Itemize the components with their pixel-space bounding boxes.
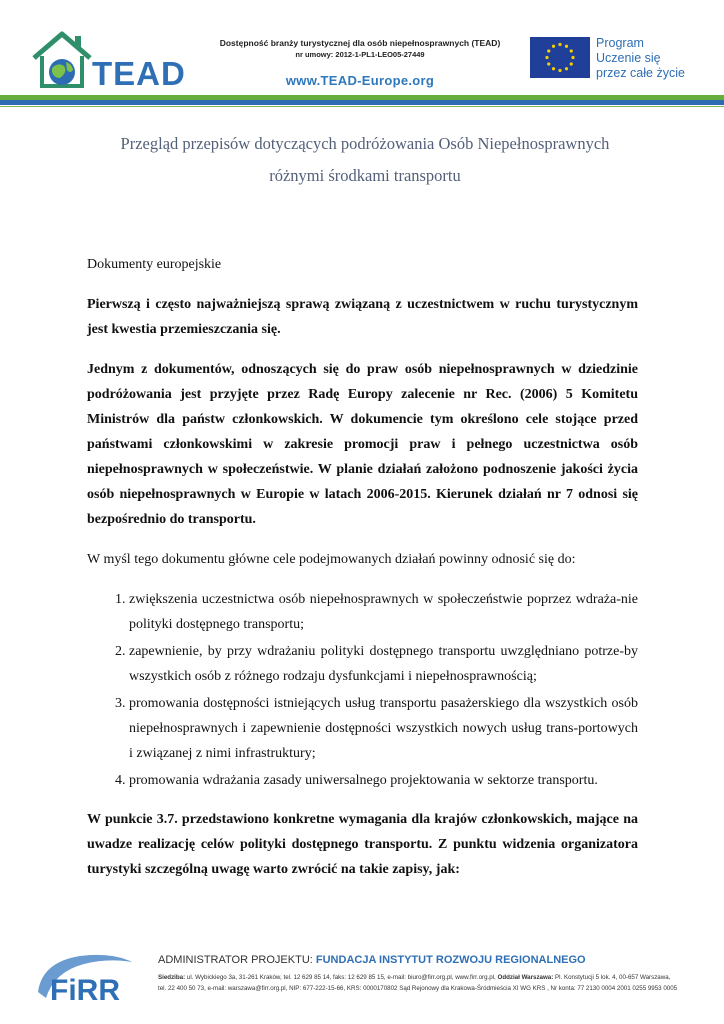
seat-text: ul. Wybickiego 3a, 31-261 Kraków, tel. 12 629 85 14, faks: 12 629 85 15, e-mail: biuro@firr.org.pl, www.firr.org.pl, <box>185 974 498 981</box>
eu-star-icon <box>552 45 555 48</box>
title-line-1: Przegląd przepisów dotyczących podróżowania Osób Niepełnosprawnych <box>120 134 610 153</box>
paragraph-2: Jednym z dokumentów, odnoszących się do praw osób niepełnosprawnych w dziedzinie podróżowania jest przyjęte przez Radę Europy zalecenie nr Rec. (2006) 5 Komitetu Ministrów dla państw członkowskich. W dokumencie tym określono cele stojące przed państwami członkowskimi w zakresie promocji praw i pełnego uczestnictwa osób niepełnosprawnych w społeczeństwie. W planie działań założono podnoszenie jakości życia osób niepełnosprawnych w Europie w latach 2006-2015. Kierunek działań nr 7 odnosi się bezpośrednio do transportu. <box>87 362 638 527</box>
administrator-label: ADMINISTRATOR PROJEKTU: <box>158 954 316 966</box>
project-url[interactable]: www.TEAD-Europe.org <box>285 73 435 88</box>
programme-line-1: Program <box>596 36 644 50</box>
eu-star-icon <box>565 45 568 48</box>
eu-star-icon <box>558 69 561 72</box>
eu-star-icon <box>571 56 574 59</box>
firr-logo <box>32 948 136 1004</box>
paragraph-3: W myśl tego dokumentu główne cele podejmowanych działań powinny odnosić się do: <box>87 552 576 567</box>
project-administrator <box>158 954 586 966</box>
header-stripe-line <box>0 106 724 107</box>
firr-logo-text: FiRR <box>50 974 120 1004</box>
title-line-2: różnymi środkami transportu <box>269 166 461 185</box>
contract-number: nr umowy: 2012-1-PL1-LEO05-27449 <box>295 50 425 59</box>
list-item: 1. zwiększenia uczestnictwa osób niepełnosprawnych w społeczeństwie poprzez wdraża-nie polityki dostępnego transportu; <box>129 587 638 637</box>
eu-star-icon <box>547 49 550 52</box>
document-body <box>87 252 638 897</box>
goals-list <box>87 587 638 793</box>
list-item: 4. promowania wdrażania zasady uniwersalnego projektowania w sektorze transportu. <box>129 768 638 793</box>
paragraph-4: W punkcie 3.7. przedstawiono konkretne wymagania dla krajów członkowskich, mające na uwadze realizację celów polityki dostępnego transportu. Z punktu widzenia organizatora turystyki szczególną uwagę warto zwrócić na takie zapisy, jak: <box>87 812 638 877</box>
project-title: Dostępność branży turystycznej dla osób niepełnosprawnych (TEAD) <box>219 38 501 48</box>
seat-label: Siedziba: <box>158 974 186 981</box>
address-line-2: tel. 22 400 50 73, e-mail: warszawa@firr.org.pl, NIP: 677-222-15-66, KRS: 0000170802 Sąd Rejonowy dla Krakowa-Śródmieścia XI WG KRS , Nr konta: 77 2130 0004 2001 0255 9953 0005 <box>158 985 678 992</box>
page-footer <box>0 938 724 1024</box>
page-header <box>0 0 724 112</box>
branch-label: Oddział Warszawa: <box>497 974 554 981</box>
tead-logo <box>30 28 200 90</box>
document-title <box>60 128 670 192</box>
section-heading: Dokumenty europejskie <box>87 257 222 272</box>
tead-logo-text: TEAD <box>92 55 186 90</box>
list-item: 2. zapewnienie, by przy wdrażaniu polityki dostępnego transportu uwzględniano potrze-by wszystkich osób z różnego rodzaju dysfunkcjami i niepełnosprawnością; <box>129 639 638 689</box>
footer-address <box>158 972 678 994</box>
house-globe-icon <box>34 34 90 86</box>
eu-star-icon <box>545 56 548 59</box>
programme-line-3: przez całe życie <box>596 66 685 80</box>
eu-flag-icon <box>530 37 590 78</box>
branch-text: Pl. Konstytucji 5 lok. 4, 00-657 Warszawa, <box>553 974 671 981</box>
project-info <box>200 38 520 88</box>
eu-star-icon <box>570 62 573 65</box>
list-item: 3. promowania dostępności istniejących usług transportu pasażerskiego dla wszystkich osób niepełnosprawnych i zapewnienie dostępności wszystkich nowych usług trans-portowych i związanej z nimi infrastruktury; <box>129 691 638 766</box>
lifelong-learning-programme <box>596 36 685 81</box>
eu-star-icon <box>565 67 568 70</box>
paragraph-1: Pierwszą i często najważniejszą sprawą związaną z uczestnictwem w ruchu turystycznym jest kwestia przemieszczania się. <box>87 297 638 337</box>
eu-star-icon <box>558 43 561 46</box>
header-stripe-blue <box>0 100 724 105</box>
administrator-name: FUNDACJA INSTYTUT ROZWOJU REGIONALNEGO <box>315 954 586 966</box>
eu-star-icon <box>547 62 550 65</box>
eu-star-icon <box>552 67 555 70</box>
address-line-1 <box>158 972 678 983</box>
eu-star-icon <box>570 49 573 52</box>
programme-line-2: Uczenie się <box>596 51 661 65</box>
